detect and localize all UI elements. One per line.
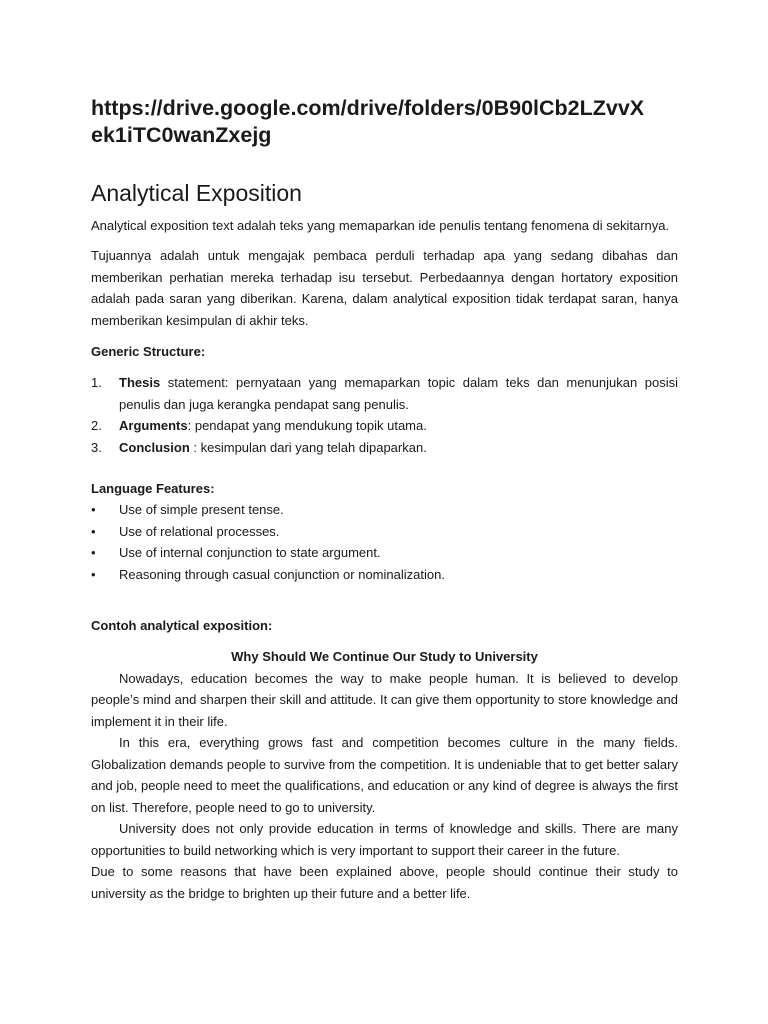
item-text: Reasoning through casual conjunction or nominalization. (119, 566, 445, 582)
essay-paragraph: In this era, everything grows fast and competition becomes culture in the many fields. Globalization demands people to survive from the competition. It is undeniable that to get better salary and job, people need to meet the qualifications, and education or any kind of degree is always the first on list. Therefore, people need to go to university. (91, 735, 678, 815)
drive-link[interactable] (91, 95, 678, 149)
language-features-heading: Language Features: (91, 481, 215, 496)
item-text: Use of internal conjunction to state argument. (119, 545, 381, 560)
purpose-paragraph: Tujuannya adalah untuk mengajak pembaca perduli terhadap apa yang sedang dibahas dan memberikan perhatian mereka terhadap isu tersebut. Perbedaannya dengan hortatory exposition adalah pada saran yang diberikan. Karena, dalam analytical exposition tidak terdapat saran, hanya memberikan kesimpulan di akhir teks. (91, 248, 678, 328)
list-item (91, 415, 678, 437)
item-number: 3. (91, 439, 102, 455)
item-text: Use of relational processes. (119, 523, 280, 539)
bullet-icon: • (91, 545, 96, 560)
item-term: Conclusion (119, 439, 190, 455)
item-text: : kesimpulan dari yang telah dipaparkan. (189, 439, 427, 455)
generic-structure-list (91, 372, 678, 458)
item-number: 2. (91, 418, 102, 433)
item-term: Thesis (119, 375, 161, 390)
generic-structure-heading: Generic Structure: (91, 344, 206, 359)
essay-paragraph: Nowadays, education becomes the way to make people human. It is believed to develop people’s mind and sharpen their skill and attitude. It can give them opportunity to store knowledge and implement it in their life. (91, 670, 678, 729)
list-item (91, 542, 678, 564)
list-item (91, 499, 678, 521)
url-line-2[interactable]: ek1iTC0wanZxejg (91, 123, 272, 147)
list-item (91, 437, 678, 459)
item-number: 1. (91, 375, 102, 390)
example-essay (91, 646, 678, 904)
list-item (91, 372, 678, 415)
item-term: Arguments (119, 418, 188, 433)
essay-paragraph: University does not only provide education in terms of knowledge and skills. There are many opportunities to build networking which is very important to support their career in the future. (91, 821, 678, 858)
intro-paragraph: Analytical exposition text adalah teks yang memaparkan ide penulis tentang fenomena di sekitarnya. (91, 218, 670, 233)
list-item (91, 521, 678, 543)
essay-title: Why Should We Continue Our Study to University (231, 649, 538, 664)
example-heading: Contoh analytical exposition: (91, 618, 273, 633)
url-line-1[interactable]: https://drive.google.com/drive/folders/0B90lCb2LZvvX (91, 96, 645, 120)
bullet-icon: • (91, 566, 96, 582)
list-item (91, 564, 678, 586)
bullet-icon: • (91, 502, 96, 517)
page-title: Analytical Exposition (91, 180, 302, 206)
item-text: : pendapat yang mendukung topik utama. (187, 418, 427, 433)
bullet-icon: • (91, 523, 96, 539)
item-text: Use of simple present tense. (119, 502, 284, 517)
language-features-list (91, 499, 678, 585)
item-text: statement: pernyataan yang memaparkan topic dalam teks dan menunjukan posisi penulis dan juga kerangka pendapat sang penulis. (119, 375, 678, 412)
essay-conclusion: Due to some reasons that have been explained above, people should continue their study to university as the bridge to brighten up their future and a better life. (91, 864, 678, 901)
